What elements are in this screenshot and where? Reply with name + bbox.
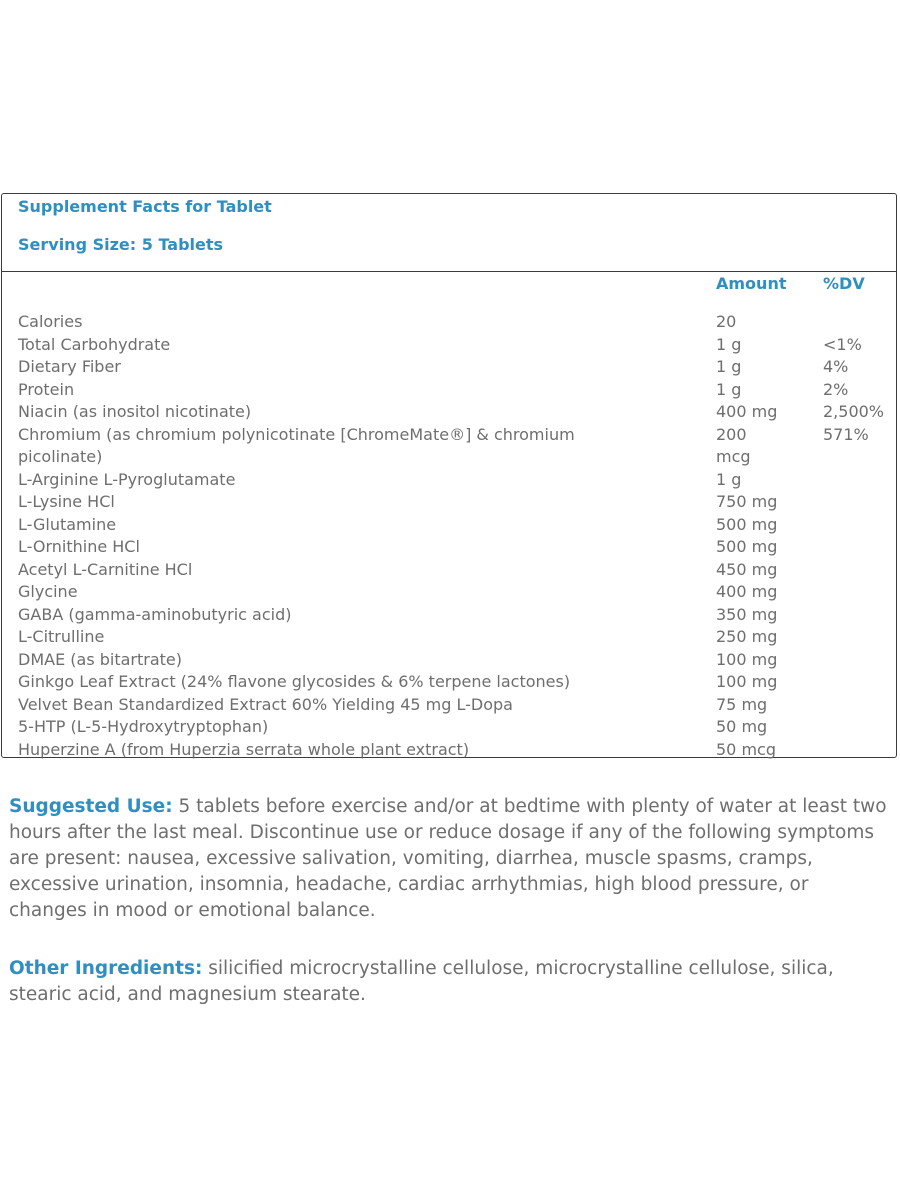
ingredient-amount: 1 g (716, 379, 742, 399)
ingredient-dv: 571% (823, 424, 869, 444)
ingredient-amount: 75 mg (716, 694, 768, 714)
ingredient-name: Glycine (18, 582, 78, 601)
ingredient-name: Protein (18, 379, 75, 399)
ingredient-amount: 20 (716, 312, 737, 331)
ingredient-dv: 2,500% (823, 402, 885, 421)
ingredient-name: Total Carbohydrate (18, 334, 171, 354)
suggested-use (9, 794, 889, 924)
table-row (2, 379, 896, 402)
table-row (2, 401, 896, 424)
table-row (2, 424, 896, 469)
ingredient-amount: 500 mg (716, 514, 778, 534)
table-row (2, 671, 896, 694)
ingredient-amount: 450 mg (716, 559, 778, 579)
ingredient-name: Niacin (as inositol nicotinate) (18, 402, 252, 421)
ingredient-name: Chromium (as chromium polynicotinate [ChromeMate®] & chromium picolinate) (18, 424, 575, 466)
ingredient-name: Huperzine A (from Huperzia serrata whole plant extract) (18, 739, 470, 759)
ingredient-name: Velvet Bean Standardized Extract 60% Yielding 45 mg L-Dopa (18, 694, 513, 714)
table-row (2, 716, 896, 739)
ingredient-name: Calories (18, 312, 83, 331)
ingredient-amount: 500 mg (716, 537, 778, 556)
table-row (2, 626, 896, 649)
ingredient-amount: 100 mg (716, 672, 778, 691)
suggested-use-text: 5 tablets before exercise and/or at bedtime with plenty of water at least two hours after the last meal. Discontinue use or reduce dosage if any of the following symptoms are present: nausea, excessive salivation, vomiting, diarrhea, muscle spasms, cramps, excessive urination, insomnia, headache, cardiac arrhythmias, high blood pressure, or changes in mood or emotional balance. (9, 796, 887, 921)
other-ingredients (9, 956, 889, 1008)
ingredient-name: L-Glutamine (18, 514, 117, 534)
ingredient-dv: 2% (823, 379, 849, 399)
table-row (2, 334, 896, 357)
ingredient-name: Dietary Fiber (18, 357, 121, 376)
ingredient-amount: 1 g (716, 469, 742, 489)
other-ingredients-text: silicified microcrystalline cellulose, microcrystalline cellulose, silica, stearic acid, and magnesium stearate. (9, 958, 834, 1005)
ingredient-name: GABA (gamma-aminobutyric acid) (18, 604, 292, 624)
amount-column-header: Amount (716, 274, 787, 293)
table-row (2, 491, 896, 514)
ingredient-name: L-Lysine HCl (18, 492, 115, 511)
facts-header (2, 194, 896, 272)
other-ingredients-label: Other Ingredients: (9, 958, 203, 979)
table-row (2, 559, 896, 582)
ingredient-name: L-Arginine L-Pyroglutamate (18, 469, 236, 489)
table-row (2, 356, 896, 379)
table-row (2, 694, 896, 717)
supplement-facts-panel (1, 193, 897, 758)
ingredient-amount: 1 g (716, 334, 742, 354)
ingredient-amount: 200 mcg (716, 424, 751, 466)
table-row (2, 469, 896, 492)
table-row (2, 536, 896, 559)
ingredient-name: L-Ornithine HCl (18, 537, 140, 556)
facts-rows (2, 311, 896, 761)
ingredient-dv: 4% (823, 357, 849, 376)
serving-size: Serving Size: 5 Tablets (18, 235, 224, 254)
ingredient-amount: 250 mg (716, 627, 778, 646)
table-row (2, 311, 896, 334)
ingredient-amount: 100 mg (716, 649, 778, 669)
suggested-use-label: Suggested Use: (9, 796, 173, 817)
ingredient-name: Ginkgo Leaf Extract (24% flavone glycosides & 6% terpene lactones) (18, 672, 571, 691)
table-row (2, 604, 896, 627)
table-row (2, 649, 896, 672)
ingredient-name: Acetyl L-Carnitine HCl (18, 559, 193, 579)
ingredient-amount: 1 g (716, 357, 742, 376)
ingredient-amount: 50 mg (716, 717, 768, 736)
ingredient-name: 5-HTP (L-5-Hydroxytryptophan) (18, 717, 269, 736)
dv-column-header: %DV (823, 274, 865, 293)
ingredient-amount: 50 mcg (716, 739, 776, 759)
ingredient-amount: 350 mg (716, 604, 778, 624)
ingredient-name: L-Citrulline (18, 627, 105, 646)
ingredient-name: DMAE (as bitartrate) (18, 649, 183, 669)
ingredient-amount: 400 mg (716, 582, 778, 601)
table-row (2, 514, 896, 537)
ingredient-dv: <1% (823, 334, 862, 354)
table-row (2, 581, 896, 604)
ingredient-amount: 750 mg (716, 492, 778, 511)
table-row (2, 739, 896, 762)
ingredient-amount: 400 mg (716, 402, 778, 421)
facts-title: Supplement Facts for Tablet (18, 197, 272, 216)
